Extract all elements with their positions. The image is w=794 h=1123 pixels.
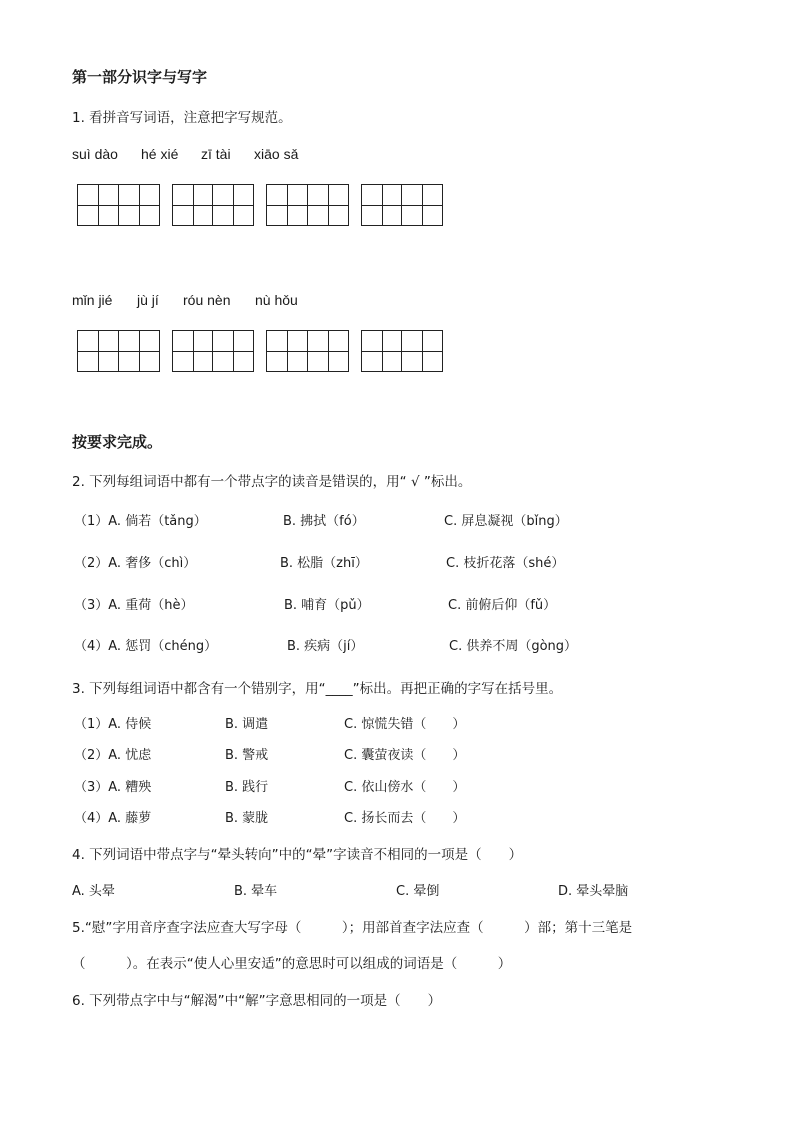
- question-2-prompt: 2. 下列每组词语中都有一个带点字的读音是错误的，用“ √ ”标出。: [72, 474, 472, 490]
- tianzige-cell[interactable]: [266, 330, 308, 372]
- pinyin-2-3: róu nèn: [183, 292, 231, 308]
- tianzige-cell[interactable]: [401, 330, 443, 372]
- q2-row2-c: C. 枝折花落（shé）: [446, 556, 565, 571]
- q2-row3-b: B. 哺育（pǔ）: [284, 598, 370, 613]
- q2-row3-c: C. 前俯后仰（fǔ）: [448, 598, 557, 613]
- pinyin-1-3: zī tài: [201, 146, 231, 162]
- question-6-prompt: 6. 下列带点字中与“解渴”中“解”字意思相同的一项是（ ）: [72, 993, 442, 1009]
- word-box[interactable]: [172, 184, 255, 226]
- question-5-line-2: （ ）。在表示“使人心里安适”的意思时可以组成的词语是（ ）: [72, 956, 512, 972]
- q3-row4-c: C. 扬长而去（ ）: [344, 811, 466, 826]
- q2-row1-b: B. 拂拭（fó）: [283, 514, 365, 529]
- question-4-prompt: 4. 下列词语中带点字与“晕头转向”中的“晕”字读音不相同的一项是（ ）: [72, 847, 523, 863]
- writing-grid-row-2: [77, 330, 443, 372]
- q2-row1-a: （1）A. 倘若（tǎng）: [74, 514, 207, 529]
- q3-row3-a: （3）A. 糟殃: [74, 780, 152, 795]
- pinyin-1-2: hé xié: [141, 146, 179, 162]
- pinyin-1-1: suì dào: [72, 146, 118, 162]
- word-box[interactable]: [266, 330, 349, 372]
- tianzige-cell[interactable]: [212, 184, 254, 226]
- q3-row1-c: C. 惊慌失错（ ）: [344, 717, 466, 732]
- q3-row2-a: （2）A. 忧虑: [74, 748, 152, 763]
- q4-option-c: C. 晕倒: [396, 884, 440, 899]
- tianzige-cell[interactable]: [77, 184, 119, 226]
- question-3-prompt: 3. 下列每组词语中都含有一个错别字，用“____”标出。再把正确的字写在括号里。: [72, 681, 563, 697]
- word-box[interactable]: [266, 184, 349, 226]
- q4-option-d: D. 晕头晕脑: [558, 884, 629, 899]
- q3-row2-b: B. 警戒: [225, 748, 269, 763]
- word-box[interactable]: [361, 184, 444, 226]
- pinyin-1-4: xiāo sǎ: [254, 146, 299, 162]
- tianzige-cell[interactable]: [172, 330, 214, 372]
- q2-row2-a: （2）A. 奢侈（chì）: [74, 556, 197, 571]
- pinyin-2-2: jù jí: [137, 292, 159, 308]
- word-box[interactable]: [77, 330, 160, 372]
- q3-row1-a: （1）A. 侍候: [74, 717, 152, 732]
- tianzige-cell[interactable]: [118, 184, 160, 226]
- q2-row2-b: B. 松脂（zhī）: [280, 556, 368, 571]
- pinyin-2-4: nù hǒu: [255, 292, 298, 308]
- q4-option-a: A. 头晕: [72, 884, 115, 899]
- writing-grid-row-1: [77, 184, 443, 226]
- pinyin-2-1: mǐn jié: [72, 292, 113, 308]
- question-5-line-1: 5.“慰”字用音序查字法应查大写字母（ ）；用部首查字法应查（ ）部；第十三笔是: [72, 920, 633, 936]
- q3-row4-b: B. 蒙胧: [225, 811, 269, 826]
- q3-row2-c: C. 囊萤夜读（ ）: [344, 748, 466, 763]
- q2-row3-a: （3）A. 重荷（hè）: [74, 598, 194, 613]
- tianzige-cell[interactable]: [361, 330, 403, 372]
- word-box[interactable]: [361, 330, 444, 372]
- tianzige-cell[interactable]: [212, 330, 254, 372]
- word-box[interactable]: [172, 330, 255, 372]
- tianzige-cell[interactable]: [172, 184, 214, 226]
- q3-row1-b: B. 调遣: [225, 717, 269, 732]
- tianzige-cell[interactable]: [307, 330, 349, 372]
- tianzige-cell[interactable]: [77, 330, 119, 372]
- q2-row4-c: C. 供养不周（gòng）: [449, 639, 578, 654]
- tianzige-cell[interactable]: [266, 184, 308, 226]
- q2-row4-a: （4）A. 惩罚（chéng）: [74, 639, 218, 654]
- q3-row3-c: C. 依山傍水（ ）: [344, 780, 466, 795]
- tianzige-cell[interactable]: [361, 184, 403, 226]
- tianzige-cell[interactable]: [307, 184, 349, 226]
- question-1-prompt: 1. 看拼音写词语，注意把字写规范。: [72, 110, 292, 126]
- tianzige-cell[interactable]: [401, 184, 443, 226]
- section-title: 第一部分识字与写字: [72, 68, 208, 86]
- word-box[interactable]: [77, 184, 160, 226]
- q2-row1-c: C. 屏息凝视（bǐng）: [444, 514, 568, 529]
- q3-row3-b: B. 践行: [225, 780, 269, 795]
- q2-row4-b: B. 疾病（jí）: [287, 639, 364, 654]
- q3-row4-a: （4）A. 藤萝: [74, 811, 152, 826]
- q4-option-b: B. 晕车: [234, 884, 278, 899]
- sub-heading: 按要求完成。: [72, 433, 163, 451]
- tianzige-cell[interactable]: [118, 330, 160, 372]
